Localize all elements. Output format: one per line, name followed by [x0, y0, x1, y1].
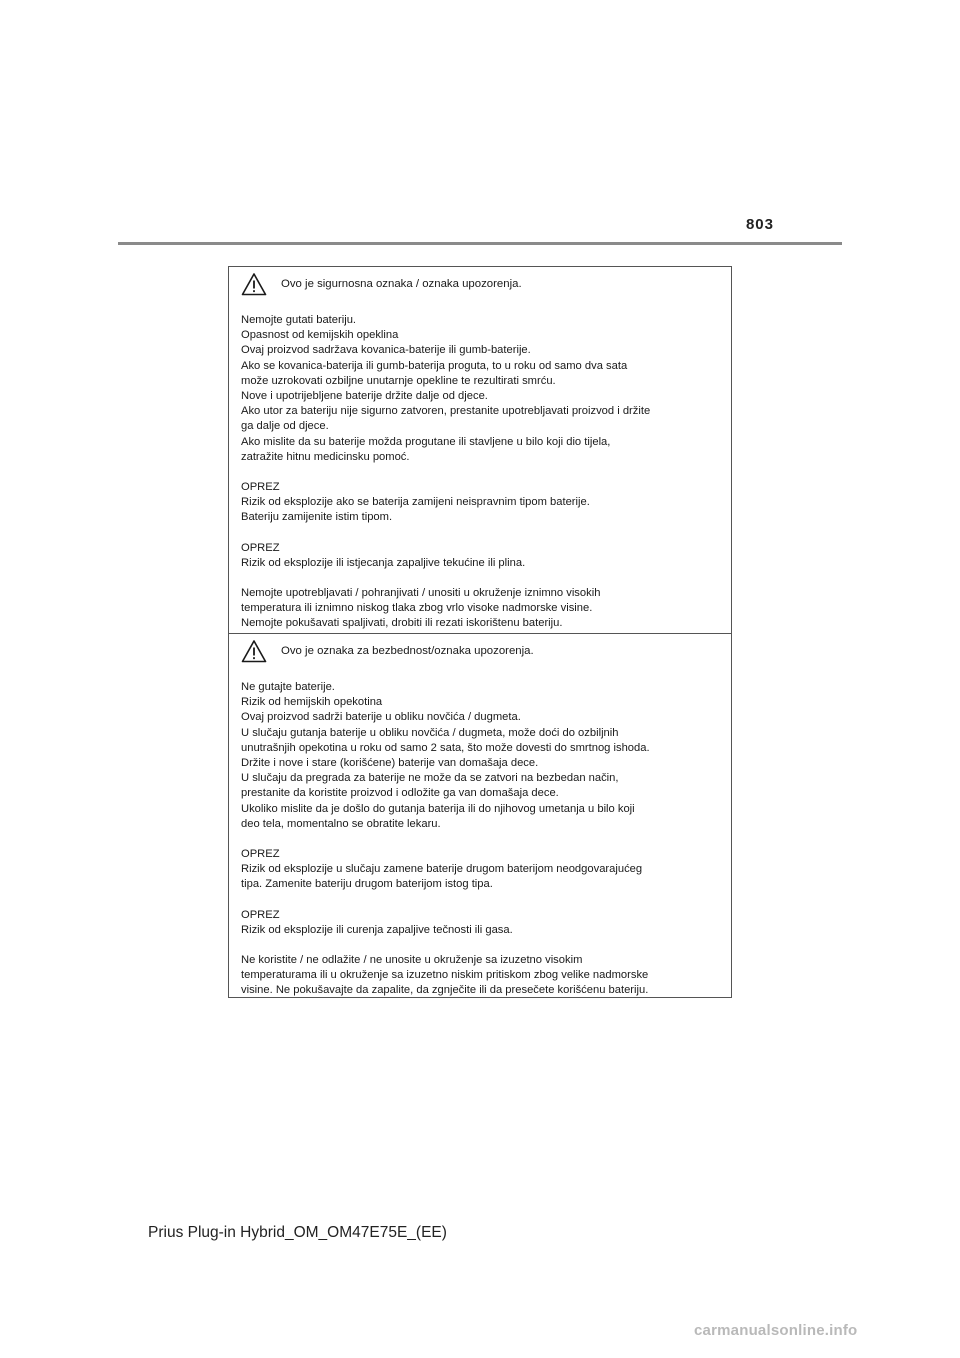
warning-heading-row: [241, 634, 719, 668]
page-number: 803: [745, 216, 774, 233]
caution-leak-block: [241, 541, 719, 571]
text-line: unutrašnjih opekotina u roku od samo 2 sata, što može dovesti do smrtnog ishoda.: [241, 741, 650, 754]
text-line: temperatura ili iznimno niskog tlaka zbog vrlo visoke nadmorske visine.: [241, 602, 593, 615]
text-line: Nemojte upotrebljavati / pohranjivati / unositi u okruženje iznimno visokih: [241, 587, 601, 600]
text-line: Ukoliko mislite da je došlo do gutanja baterija ili do njihovog umetanja u bilo koji: [241, 802, 635, 815]
text-line: Bateriju zamijenite istim tipom.: [241, 511, 393, 524]
text-line: U slučaju da pregrada za baterije ne može da se zatvori na bezbedan način,: [241, 772, 619, 785]
text-line: Držite i nove i stare (korišćene) baterije van domašaja dece.: [241, 757, 539, 770]
text-line: visine. Ne pokušavajte da zapalite, da zgnječite ili da presečete korišćenu bateriju.: [241, 984, 649, 997]
header-divider: [118, 242, 842, 245]
ingestion-warning-block: [241, 680, 719, 832]
text-line: prestanite da koristite proizvod i odložite ga van domašaja dece.: [241, 787, 559, 800]
text-line: U slučaju gutanja baterije u obliku novčića / dugmeta, može doći do ozbiljnih: [241, 726, 619, 739]
text-line: može uzrokovati ozbiljne unutarnje opekline te rezultirati smrću.: [241, 374, 556, 387]
text-line: tipa. Zamenite bateriju drugom baterijom istog tipa.: [241, 878, 493, 891]
warning-triangle-icon: [241, 639, 267, 663]
text-line: Rizik od eksplozije ili istjecanja zapaljive tekućine ili plina.: [241, 556, 526, 569]
battery-warning-label: [228, 266, 732, 998]
text-line: Ovaj proizvod sadrži baterije u obliku novčića / dugmeta.: [241, 711, 521, 724]
text-line: temperaturama ili u okruženje sa izuzetno niskim pritiskom zbog velike nadmorske: [241, 969, 649, 982]
warning-section-serbian: [229, 633, 731, 999]
text-line: Ako se kovanica-baterija ili gumb-baterija proguta, to u roku od samo dva sata: [241, 359, 628, 372]
caution-heading: OPREZ: [241, 481, 280, 494]
text-line: Rizik od eksplozije ili curenja zapaljive tečnosti ili gasa.: [241, 923, 513, 936]
text-line: Ako mislite da su baterije možda progutane ili stavljene u bilo koji dio tijela,: [241, 435, 611, 448]
text-line: deo tela, momentalno se obratite lekaru.: [241, 817, 441, 830]
environment-warning-block: [241, 953, 719, 999]
text-line: Ne gutajte baterije.: [241, 681, 335, 693]
environment-warning-block: [241, 586, 719, 632]
warning-heading-row: [241, 267, 719, 301]
caution-heading: OPREZ: [241, 908, 280, 921]
text-line: Rizik od hemijskih opekotina: [241, 696, 383, 709]
text-line: Ne koristite / ne odlažite / ne unosite u okruženje sa izuzetno visokim: [241, 954, 583, 967]
warning-heading: Ovo je sigurnosna oznaka / oznaka upozorenja.: [281, 278, 522, 290]
text-line: Ako utor za bateriju nije sigurno zatvoren, prestanite upotrebljavati proizvod i držite: [241, 405, 651, 418]
text-line: ga dalje od djece.: [241, 420, 329, 433]
text-line: Nemojte pokušavati spaljivati, drobiti ili rezati iskorištenu bateriju.: [241, 617, 563, 630]
caution-heading: OPREZ: [241, 541, 280, 554]
caution-heading: OPREZ: [241, 848, 280, 861]
caution-replacement-block: [241, 847, 719, 893]
caution-replacement-block: [241, 480, 719, 526]
ingestion-warning-block: [241, 313, 719, 465]
text-line: Rizik od eksplozije ako se baterija zamijeni neispravnim tipom baterije.: [241, 496, 590, 509]
text-line: Nove i upotrijebljene baterije držite dalje od djece.: [241, 390, 488, 403]
text-line: zatražite hitnu medicinsku pomoć.: [241, 450, 410, 463]
document-footer: Prius Plug-in Hybrid_OM_OM47E75E_(EE): [148, 1224, 447, 1241]
caution-leak-block: [241, 908, 719, 938]
text-line: Opasnost od kemijskih opeklina: [241, 329, 399, 342]
warning-triangle-icon: [241, 272, 267, 296]
warning-heading: Ovo je oznaka za bezbednost/oznaka upozorenja.: [281, 645, 534, 657]
site-watermark: carmanualsonline.info: [694, 1322, 858, 1339]
warning-section-croatian: [229, 267, 731, 633]
text-line: Rizik od eksplozije u slučaju zamene baterije drugom baterijom neodgovarajućeg: [241, 863, 643, 876]
text-line: Ovaj proizvod sadržava kovanica-baterije ili gumb-baterije.: [241, 344, 531, 357]
text-line: Nemojte gutati bateriju.: [241, 314, 357, 326]
